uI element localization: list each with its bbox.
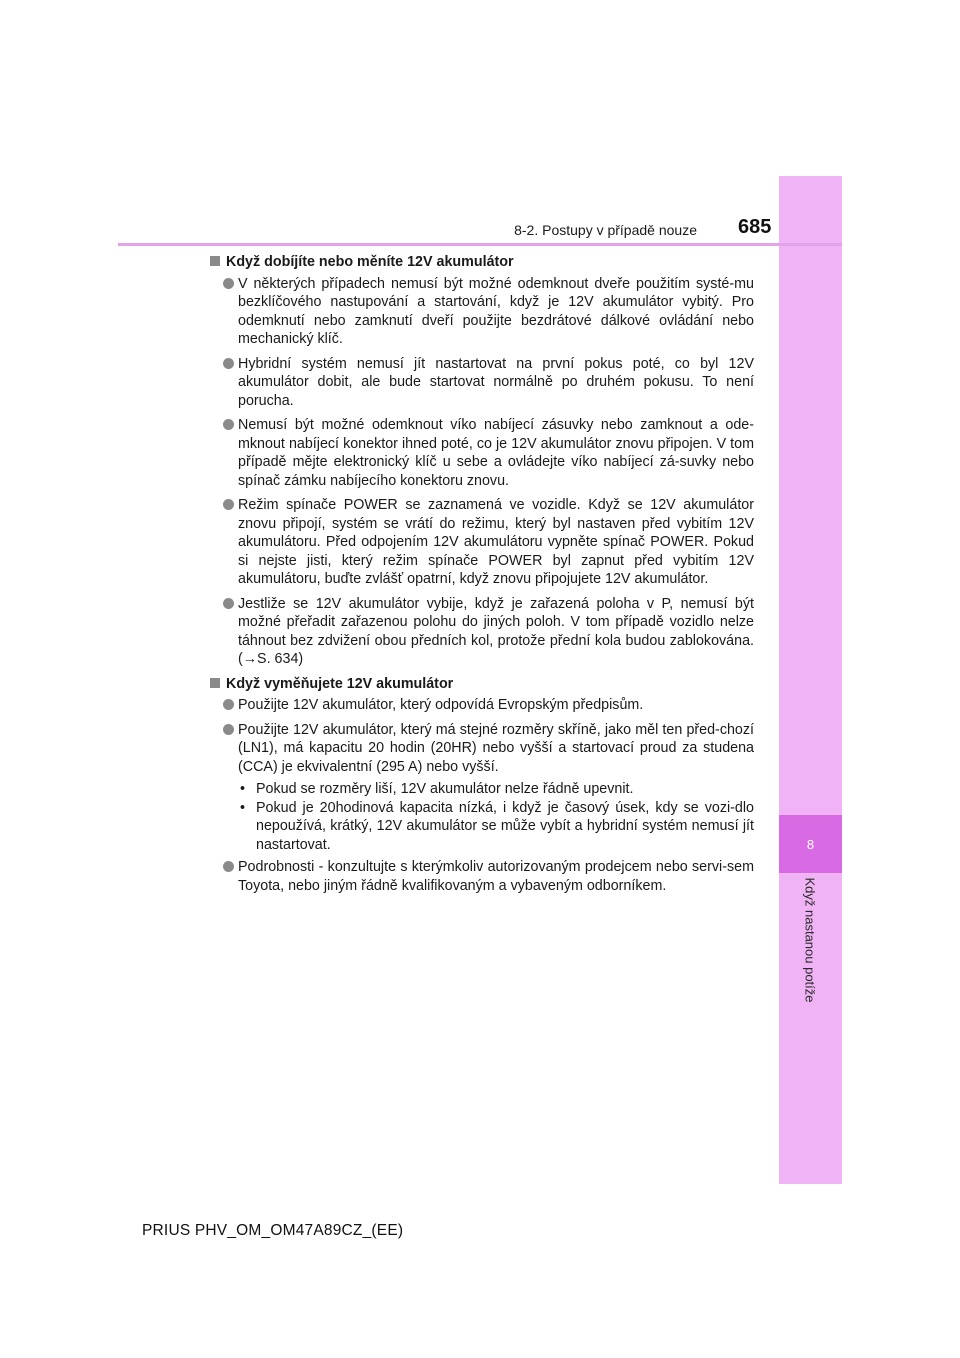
- sub-list-item: • Pokud se rozměry liší, 12V akumulátor nelze řádně upevnit.: [240, 781, 634, 797]
- round-bullet-icon: [223, 724, 234, 735]
- list-item: Hybridní systém nemusí jít nastartovat na první pokus poté, co byl 12V akumulátor dobit, ale bude startovat normálně po druhém pokusu. To není porucha.: [210, 355, 754, 411]
- round-bullet-icon: [223, 699, 234, 710]
- chapter-number-box: [779, 815, 842, 873]
- section-heading: Když dobíjíte nebo měníte 12V akumulátor: [210, 253, 754, 272]
- header-rule: [118, 243, 842, 246]
- chapter-number: 8: [806, 836, 815, 852]
- list-item: Nemusí být možné odemknout víko nabíjecí zásuvky nebo zamknout a ode-mknout nabíjecí konektor ihned poté, co je 12V akumulátor znovu připojen. V tom případě mějte elektronický klíč u sebe a ovládejte víko nabíjecí zá-suvky nebo spínač zámku nabíjecího konektoru znovu.: [210, 416, 754, 490]
- round-bullet-icon: [223, 278, 234, 289]
- list-item: Jestliže se 12V akumulátor vybije, když je zařazená poloha v P, nemusí být možné přeřadit zařazenou polohu do jiných poloh. V tom případě vozidlo nelze táhnout bez zdvižení obou předních kol, protože přední kola budou zablokována. (→S. 634): [210, 595, 754, 669]
- section-heading: Když vyměňujete 12V akumulátor: [210, 675, 754, 694]
- square-bullet-icon: [210, 256, 220, 266]
- round-bullet-icon: [223, 598, 234, 609]
- round-bullet-icon: [223, 861, 234, 872]
- round-bullet-icon: [223, 358, 234, 369]
- sub-list-item: • Pokud je 20hodinová kapacita nízká, i když je časový úsek, kdy se vozi-dlo nepoužívá, krátký, 12V akumulátor se může vybít a hybridní systém nemusí jít nastartovat.: [240, 799, 754, 853]
- small-bullet-icon: •: [240, 781, 246, 797]
- sub-list: [238, 780, 754, 854]
- list-item: Použijte 12V akumulátor, který odpovídá Evropským předpisům.: [210, 696, 754, 715]
- round-bullet-icon: [223, 419, 234, 430]
- square-bullet-icon: [210, 678, 220, 688]
- page-content: [210, 253, 754, 901]
- list-item: V některých případech nemusí být možné odemknout dveře použitím systé-mu bezklíčového nastupování a startování, když je 12V akumulátor vybitý. Pro odemknutí nebo zamknutí dveří použijte bezdrátové dálkové ovládání nebo mechanický klíč.: [210, 275, 754, 349]
- list-item: Podrobnosti - konzultujte s kterýmkoliv autorizovaným prodejcem nebo servi-sem Toyota, nebo jiným řádně kvalifikovaným a vybaveným odborníkem.: [210, 858, 754, 895]
- list-item: Použijte 12V akumulátor, který má stejné rozměry skříně, jako měl ten před-chozí (LN1), má kapacitu 20 hodin (20HR) nebo vyšší a startovací proud za studena (CCA) je ekvivalentní (295 A) nebo vyšší.: [210, 721, 754, 777]
- header-section-title: 8-2. Postupy v případě nouze: [514, 222, 697, 238]
- small-bullet-icon: •: [240, 799, 246, 816]
- page-number: 685: [738, 216, 772, 238]
- list-item: Režim spínače POWER se zaznamená ve vozidle. Když se 12V akumulátor znovu připojí, systém se vrátí do režimu, který byl nastaven před vybitím 12V akumulátoru. Před odpojením 12V akumulátoru vypněte spínač POWER. Pokud si nejste jisti, který režim spínače POWER byl zapnut před vybitím 12V akumulátoru, buďte zvlášť opatrní, když znovu připojujete 12V akumulátor.: [210, 496, 754, 589]
- side-tab: [779, 176, 842, 1184]
- chapter-title: Když nastanou potíže: [802, 877, 818, 1003]
- document-code: PRIUS PHV_OM_OM47A89CZ_(EE): [142, 1222, 404, 1239]
- round-bullet-icon: [223, 499, 234, 510]
